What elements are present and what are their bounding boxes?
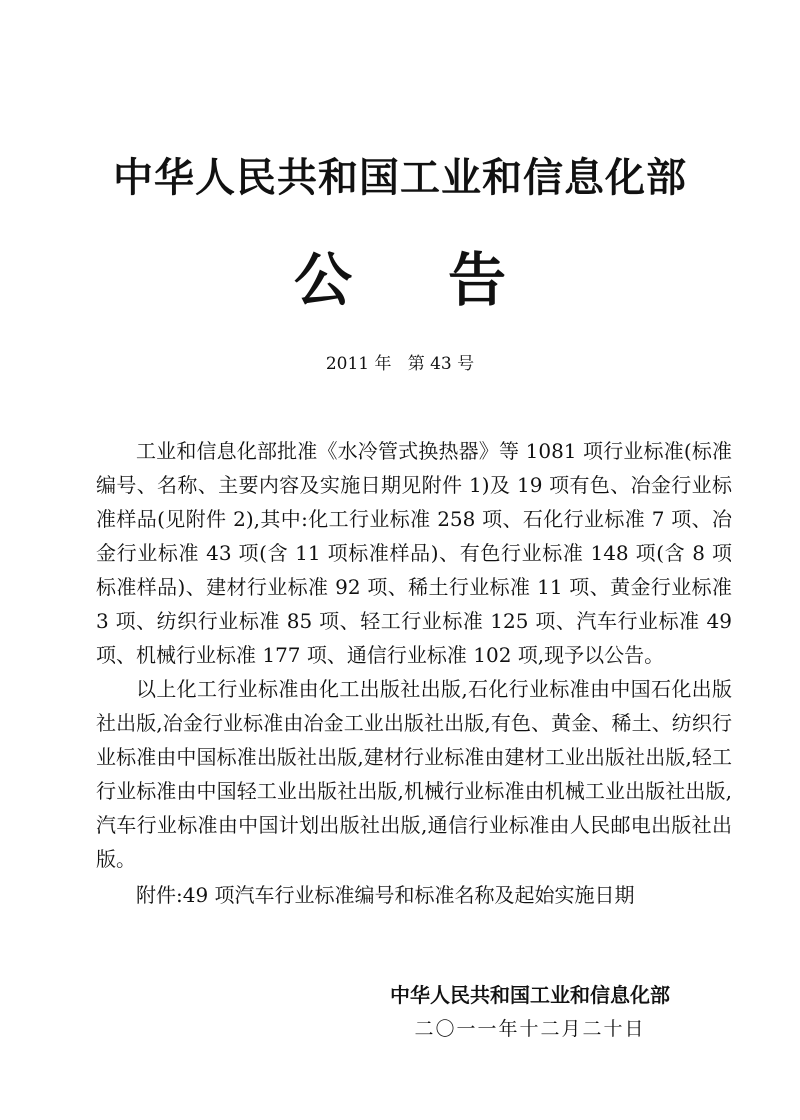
issue-date: 二〇一一年十二月二十日	[414, 1018, 646, 1040]
announcement-body	[96, 434, 732, 912]
body-paragraph-1: 工业和信息化部批准《水冷管式换热器》等 1081 项行业标准(标准编号、名称、主要内容及实施日期见附件 1)及 19 项有色、冶金行业标准样品(见附件 2),其中:化工行业标准 258 项、石化行业标准 7 项、冶金行业标准 43 项(含 11 项标准样品)、有色行业标准 148 项(含 8 项标准样品)、建材行业标准 92 项、稀土行业标准 11 项、黄金行业标准 3 项、纺织行业标准 85 项、轻工行业标准 125 项、汽车行业标准 49 项、机械行业标准 177 项、通信行业标准 102 项,现予以公告。	[96, 439, 732, 667]
ministry-title: 中华人民共和国工业和信息化部	[113, 155, 687, 201]
document-number: 2011 年 第 43 号	[325, 354, 475, 374]
document-type-heading: 公告	[293, 246, 602, 314]
attachment-note: 附件:49 项汽车行业标准编号和标准名称及起始实施日期	[136, 883, 635, 907]
body-paragraph-2: 以上化工行业标准由化工出版社出版,石化行业标准由中国石化出版社出版,冶金行业标准由冶金工业出版社出版,有色、黄金、稀土、纺织行业标准由中国标准出版社出版,建材行业标准由建材工业出版社出版,轻工行业标准由中国轻工业出版社出版,机械行业标准由机械工业出版社出版,汽车行业标准由中国计划出版社出版,通信行业标准由人民邮电出版社出版。	[96, 677, 732, 871]
issuer-signature: 中华人民共和国工业和信息化部	[390, 983, 670, 1007]
